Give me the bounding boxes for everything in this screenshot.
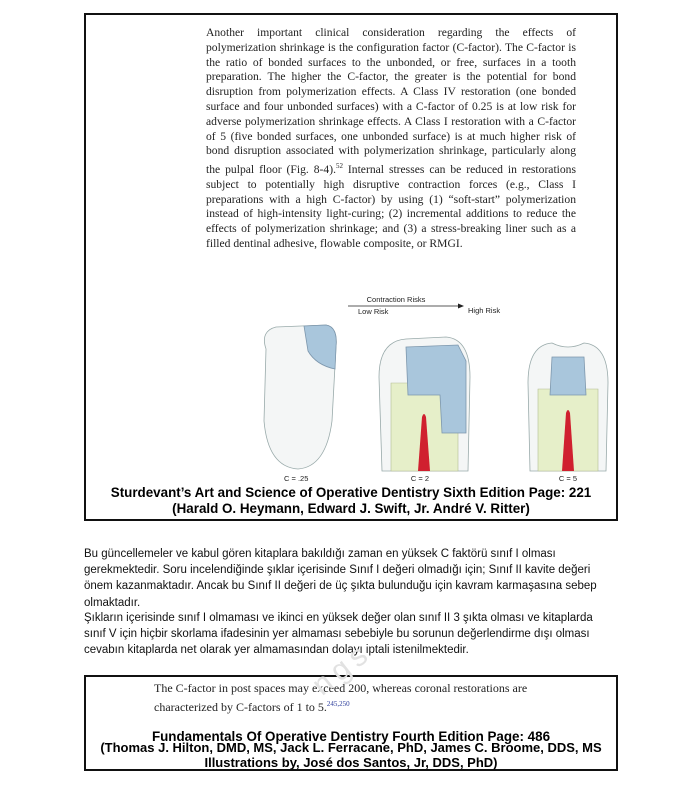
- paragraph-2: Şıkların içerisinde sınıf I olmaması ve ikinci en yüksek değer olan sınıf II 3 şıkta olması ve kitaplarda sınıf V için hiçbir skorlama ifadesinin yer almaması sebebiyle bu sorunun değerlendirme dışı olması cevabın kitaplarda net olarak yer almamasından dolayı iptali istenilmektedir.: [84, 612, 593, 657]
- arrow-title: Contraction Risks: [366, 295, 426, 304]
- excerpt-text: Another important clinical consideration regarding the effects of polymerization shrinkage is the configuration factor (C-factor). The C-factor is the ratio of bonded surfaces to the unbonded, or free, surfaces in a tooth preparation. The higher the C-factor, the greater is the potential for bond disruption from polymerization effects. A Class IV restoration (one bonded surface and four unbonded surfaces) with a C-factor of 0.25 is at low risk for adverse polymerization shrinkage effects. A Class I restoration with a C-factor of 5 (five bonded surfaces, one unbonded surface) is at much higher risk of bond disruption associated with polymerization shrinkage, particularly along the pulpal floor (Fig. 8-4).$^{52}$ Internal stresses can be reduced in restorations subject to potentially high disruptive contraction forces (e.g., Class I preparations with a high C-factor) by using (1) “soft-start” polymerization instead of high-intensity light-curing; (2) incremental additions to reduce the effects of polymerization shrinkage; and (3) a stress-breaking liner such as a filled dentinal adhesive, flowable composite, or RMGI.: [206, 26, 576, 251]
- low-risk-label: Low Risk: [358, 307, 389, 316]
- book-excerpt-box: [84, 13, 618, 521]
- incisor-tooth: [264, 325, 336, 483]
- quote-text: The C-factor in post spaces may exceed 200, whereas coronal restorations are characterized by C-factors of 1 to 5.$^{245,250}$: [154, 681, 528, 714]
- source-caption-2: Fundamentals Of Operative Dentistry Fourth Edition Page: 486: [151, 729, 551, 744]
- source-caption-2-authors: (Thomas J. Hilton, DMD, MS, Jack L. Ferracane, PhD, James C. Broome, DDS, MS Illustrations by, José dos Santos, Jr, DDS, PhD): [100, 740, 602, 770]
- c-factor-figure: [246, 291, 616, 487]
- tooth1-label: C = .25: [284, 474, 309, 483]
- watermark: ngs: [306, 635, 379, 703]
- contraction-risk-arrow: [348, 295, 500, 316]
- high-risk-label: High Risk: [468, 306, 501, 315]
- paragraph-1: Bu güncellemeler ve kabul gören kitaplara bakıldığı zaman en yüksek C faktörü sınıf I olması gerekmektedir. Soru incelendiğinde şıklar içerisinde Sınıf I değeri olmadığı için; Sınıf II kavite değeri önem kazanmaktadır. Ancak bu Sınıf II değeri de üç şıkta bulunduğu için kavram karmaşasına sebep olmaktadır.: [84, 548, 597, 609]
- tooth2-label: C = 2: [410, 474, 430, 483]
- source-caption-1: Sturdevant’s Art and Science of Operative Dentistry Sixth Edition Page: 221 (Harald O. Heymann, Edward J. Swift, Jr. André V. Ritter): [110, 485, 592, 516]
- tooth3-label: C = 5: [558, 474, 578, 483]
- molar-c5-tooth: [528, 343, 608, 483]
- molar-c2-tooth: [379, 337, 470, 483]
